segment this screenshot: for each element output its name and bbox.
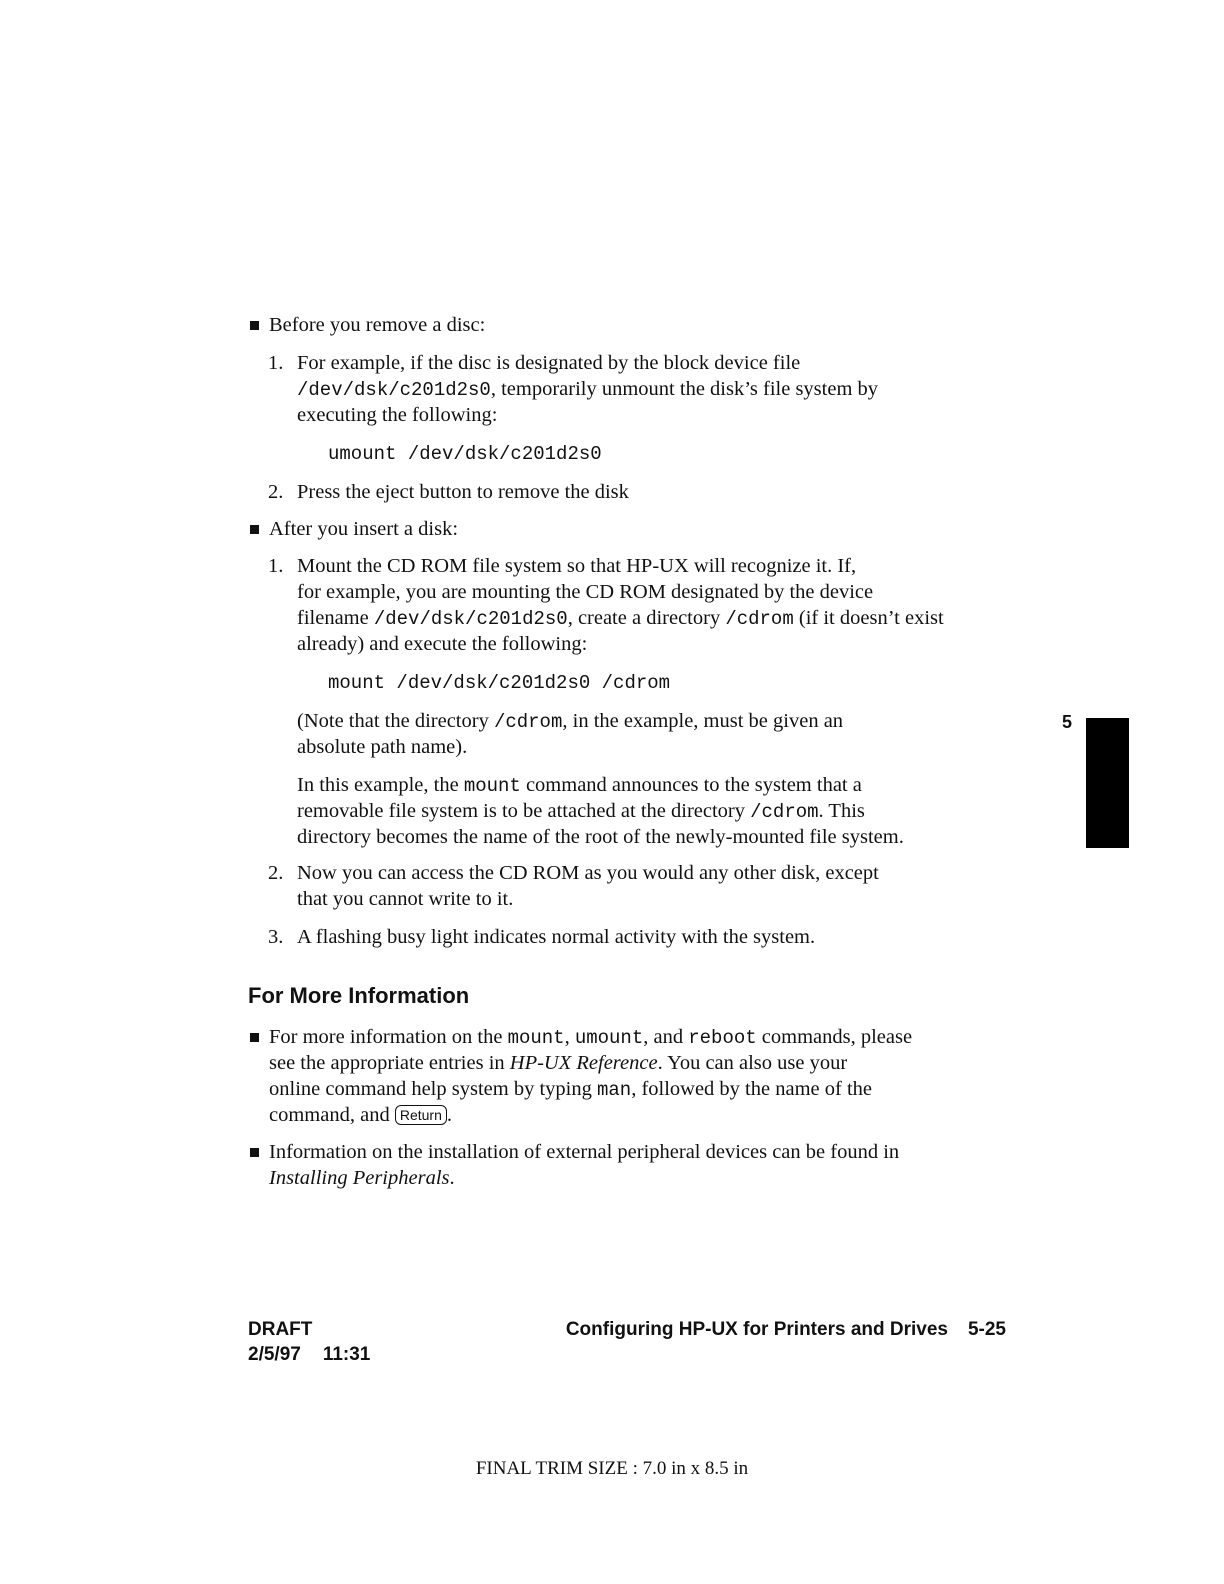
directory-path: /cdrom (750, 801, 819, 823)
step-text: For example, if the disc is designated by the block device file (297, 352, 801, 374)
step-number: 3. (268, 926, 284, 948)
device-path: /dev/dsk/c201d2s0 (297, 379, 491, 401)
info-text: Installing Peripherals. (269, 1167, 455, 1189)
book-title: Installing Peripherals (269, 1167, 450, 1189)
step-text: filename /dev/dsk/c201d2s0, create a directory /cdrom (if it doesn’t exist (297, 607, 944, 630)
info-text: command, and Return . (269, 1104, 452, 1126)
step-text: Now you can access the CD ROM as you would any other disk, except (297, 862, 879, 884)
command-name: mount (463, 775, 521, 797)
draft-date: 2/5/97 (248, 1344, 301, 1365)
directory-path: /cdrom (493, 711, 563, 733)
draft-time: 11:31 (322, 1344, 371, 1365)
chapter-tab-number: 5 (1062, 712, 1073, 732)
command-name: mount (507, 1027, 565, 1049)
bullet-marker (250, 321, 259, 330)
bullet-marker (250, 1148, 259, 1157)
command-name: man (596, 1079, 632, 1101)
return-key-icon: Return (395, 1105, 447, 1125)
command-example: umount /dev/dsk/c201d2s0 (328, 443, 602, 465)
info-text: Information on the installation of external peripheral devices can be found in (269, 1141, 900, 1163)
example-text: directory becomes the name of the root of the newly-mounted file system. (297, 826, 904, 848)
draft-timestamp (248, 1342, 370, 1368)
info-text: see the appropriate entries in HP-UX Reference. You can also use your (269, 1052, 848, 1074)
command-name: umount (574, 1027, 644, 1049)
step-text: /dev/dsk/c201d2s0, temporarily unmount the disk’s file system by (297, 378, 879, 401)
step-text: executing the following: (297, 404, 498, 426)
info-text: online command help system by typing man, followed by the name of the (269, 1078, 872, 1101)
note-text: (Note that the directory /cdrom, in the example, must be given an (297, 710, 844, 733)
bullet-heading-before: Before you remove a disc: (269, 314, 486, 336)
bullet-marker (250, 525, 259, 534)
step-number: 2. (268, 481, 284, 503)
draft-label: DRAFT (248, 1319, 313, 1340)
bullet-marker (250, 1033, 259, 1042)
step-text: Press the eject button to remove the disk (297, 481, 629, 503)
note-text: absolute path name). (297, 736, 468, 758)
bullet-heading-after: After you insert a disk: (269, 518, 459, 540)
section-heading: For More Information (248, 983, 470, 1008)
directory-path: /cdrom (725, 608, 794, 630)
command-example: mount /dev/dsk/c201d2s0 /cdrom (328, 672, 671, 694)
step-text: that you cannot write to it. (297, 888, 514, 910)
chapter-tab-marker (1086, 718, 1129, 848)
trim-size-note: FINAL TRIM SIZE : 7.0 in x 8.5 in (475, 1458, 749, 1479)
book-title: HP-UX Reference (509, 1052, 658, 1074)
step-number: 1. (268, 555, 284, 577)
example-text: In this example, the mount command announces to the system that a (297, 774, 862, 797)
chapter-title: Configuring HP-UX for Printers and Drives (565, 1319, 948, 1340)
running-footer (566, 1317, 1006, 1343)
step-number: 2. (268, 862, 284, 884)
step-text: A flashing busy light indicates normal activity with the system. (297, 926, 816, 948)
device-path: /dev/dsk/c201d2s0 (373, 608, 568, 630)
step-number: 1. (268, 352, 284, 374)
page-number: 5-25 (967, 1319, 1006, 1340)
command-name: reboot (688, 1027, 757, 1049)
step-text: already) and execute the following: (297, 633, 588, 655)
example-text: removable file system is to be attached at the directory /cdrom. This (297, 800, 865, 823)
info-text: For more information on the mount, umount, and reboot commands, please (269, 1026, 913, 1049)
step-text: Mount the CD ROM file system so that HP-UX will recognize it. If, (297, 555, 857, 577)
step-text: for example, you are mounting the CD ROM designated by the device (297, 581, 874, 603)
